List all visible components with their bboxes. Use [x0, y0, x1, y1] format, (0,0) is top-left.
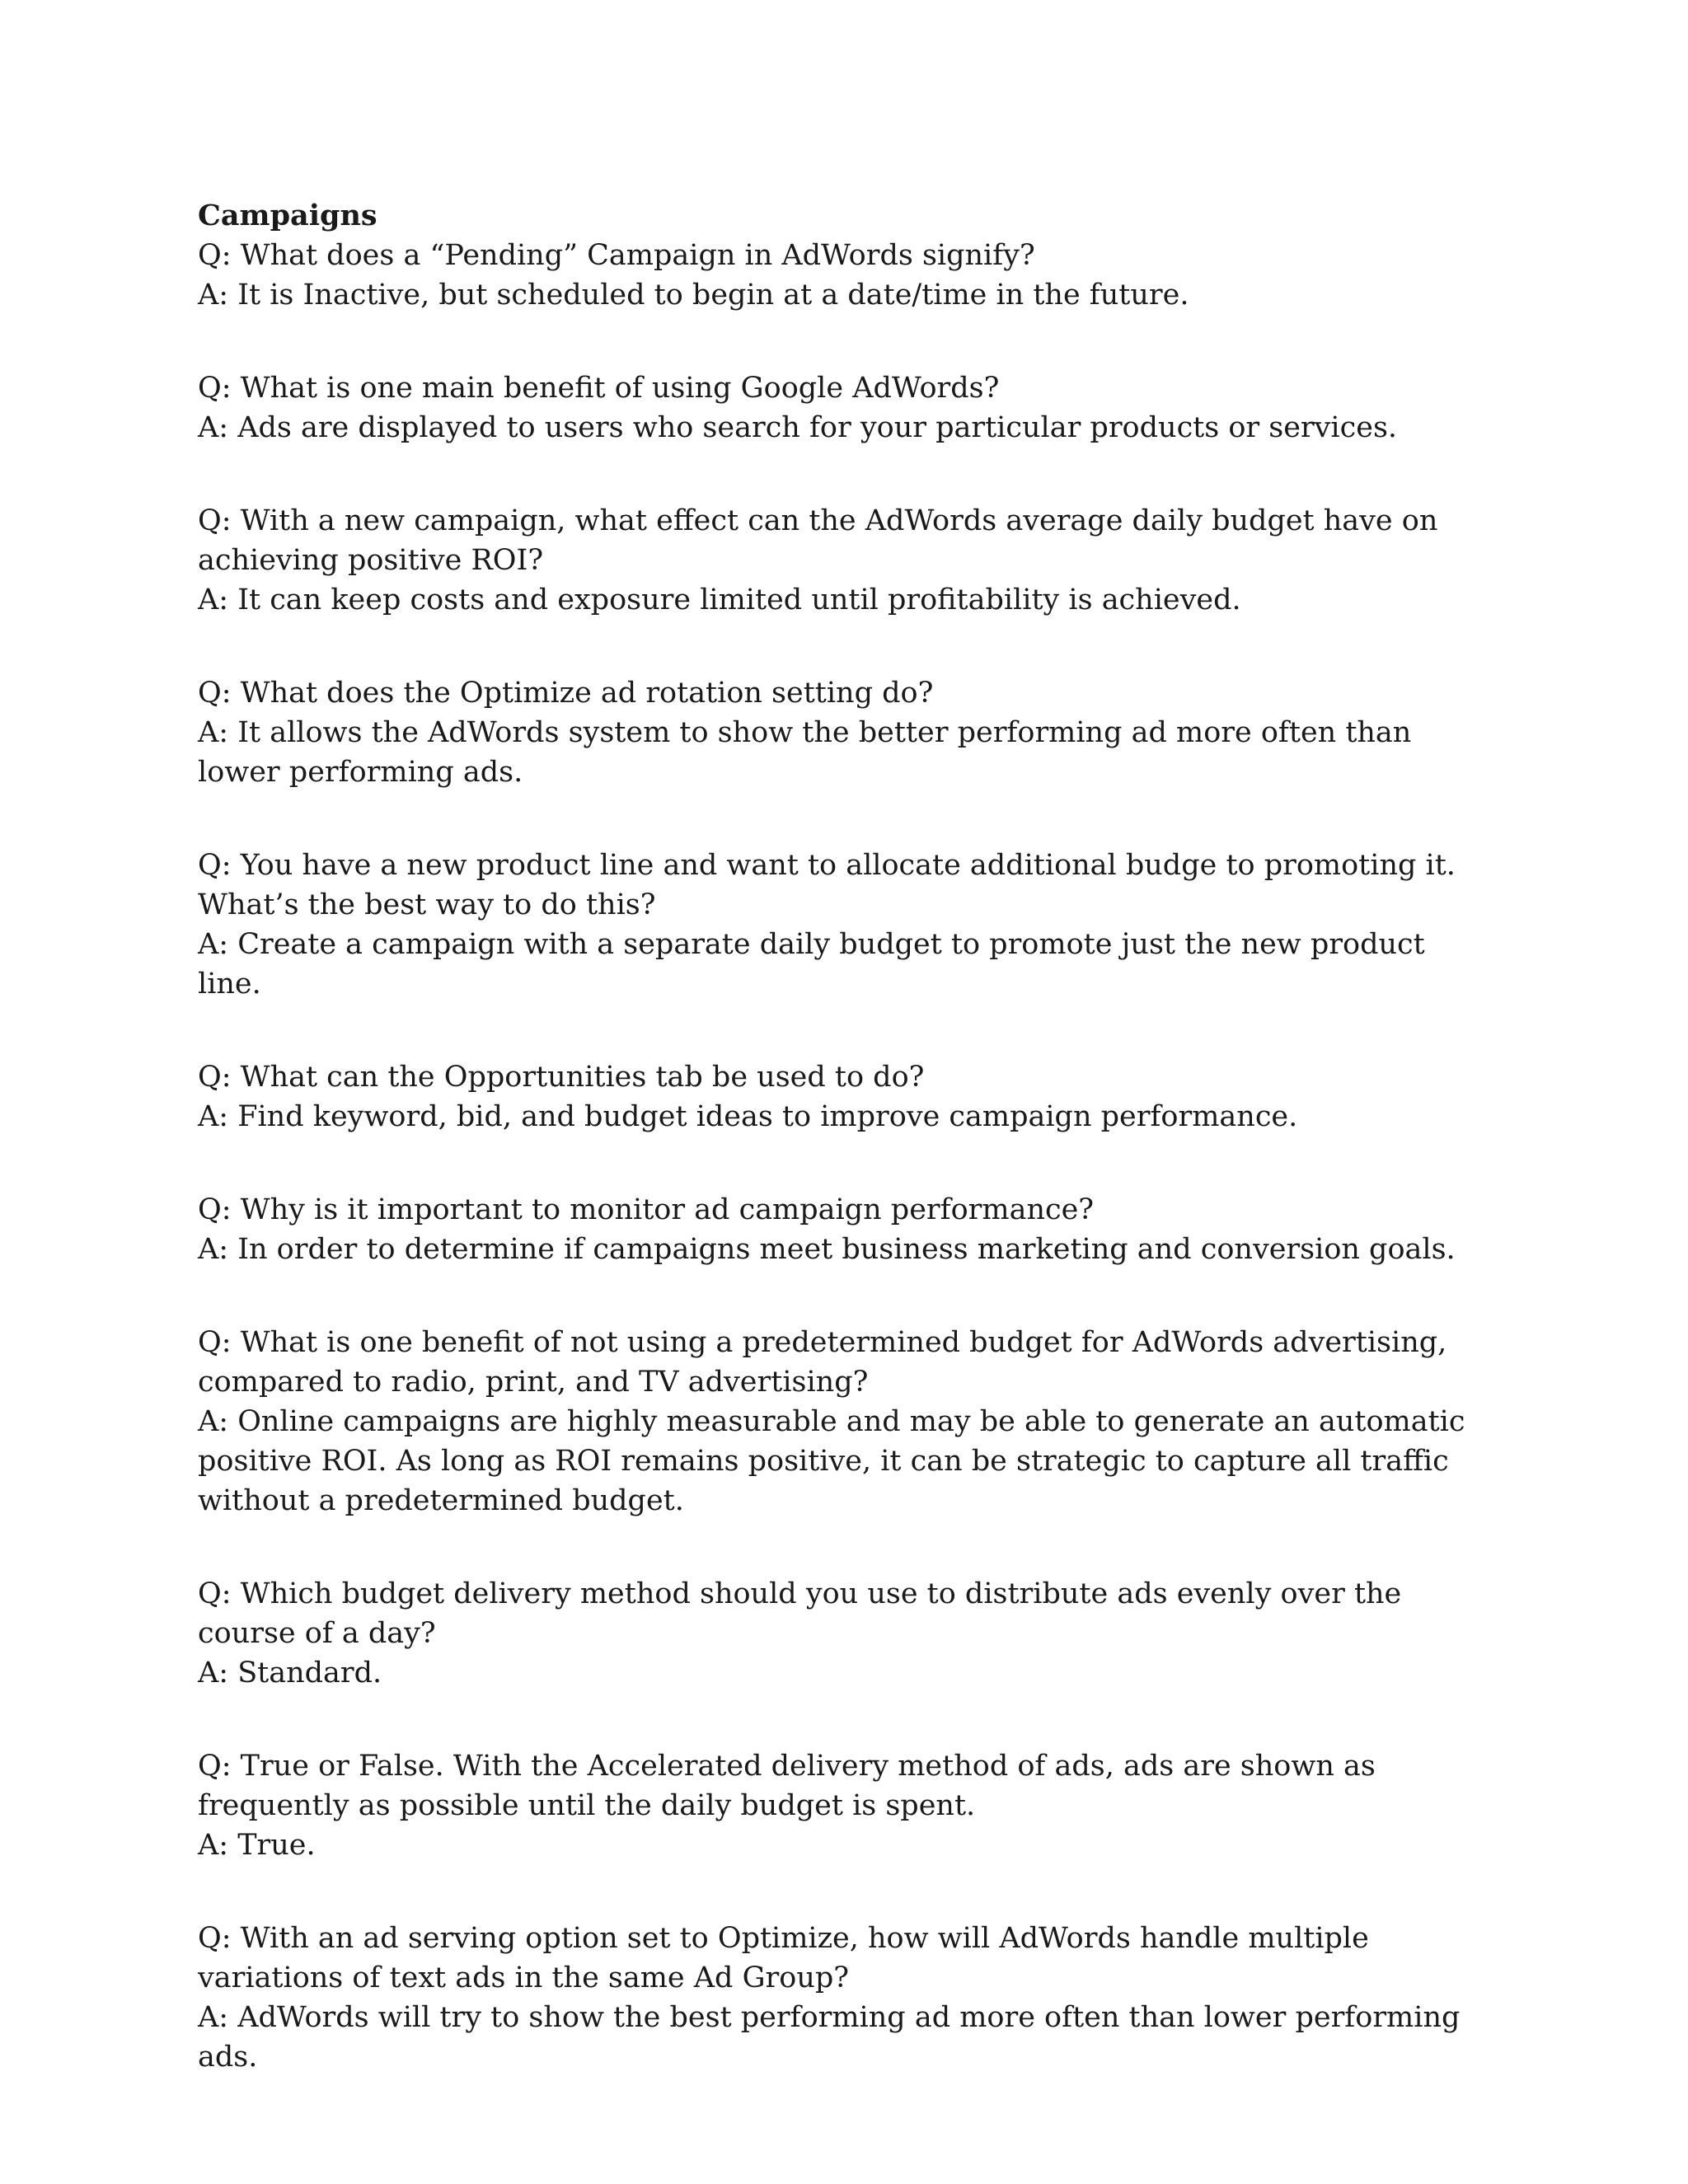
- document-body: [198, 196, 1484, 2130]
- answer-text: A: It allows the AdWords system to show the better performing ad more often than lower performing ads.: [198, 716, 1412, 789]
- question-text: Q: What does the Optimize ad rotation setting do?: [198, 677, 934, 710]
- qa-item: [198, 1746, 1484, 1865]
- question-text: Q: What is one benefit of not using a predetermined budget for AdWords advertising, compared to radio, print, and TV advertising?: [198, 1326, 1447, 1399]
- answer-text: A: Ads are displayed to users who search for your particular products or services.: [198, 411, 1398, 444]
- qa-item: [198, 368, 1484, 448]
- answer-text: A: In order to determine if campaigns meet business marketing and conversion goals.: [198, 1233, 1456, 1266]
- qa-item: [198, 501, 1484, 620]
- question-text: Q: What is one main benefit of using Google AdWords?: [198, 372, 1000, 405]
- question-text: Q: You have a new product line and want to allocate additional budge to promoting it. What’s the best way to do this?: [198, 849, 1456, 921]
- question-text: Q: With an ad serving option set to Optimize, how will AdWords handle multiple variations of text ads in the same Ad Group?: [198, 1922, 1369, 1994]
- answer-text: A: Find keyword, bid, and budget ideas to improve campaign performance.: [198, 1100, 1298, 1133]
- question-text: Q: True or False. With the Accelerated delivery method of ads, ads are shown as frequently as possible until the daily budget is spent.: [198, 1750, 1376, 1822]
- question-text: Q: Which budget delivery method should you use to distribute ads evenly over the course of a day?: [198, 1577, 1402, 1650]
- question-text: Q: What can the Opportunities tab be used to do?: [198, 1061, 925, 1094]
- question-text: Q: Why is it important to monitor ad campaign performance?: [198, 1193, 1095, 1226]
- qa-item: [198, 1057, 1484, 1137]
- question-text: Q: What does a “Pending” Campaign in AdWords signify?: [198, 239, 1035, 272]
- answer-text: A: AdWords will try to show the best performing ad more often than lower performing ads.: [198, 2001, 1461, 2074]
- qa-item: [198, 1190, 1484, 1269]
- qa-item: [198, 1323, 1484, 1521]
- question-text: Q: With a new campaign, what effect can the AdWords average daily budget have on achieving positive ROI?: [198, 504, 1438, 577]
- qa-item: [198, 1919, 1484, 2077]
- answer-text: A: Create a campaign with a separate daily budget to promote just the new product line.: [198, 928, 1425, 1001]
- qa-item: [198, 236, 1484, 315]
- qa-item: [198, 1574, 1484, 1693]
- answer-text: A: It can keep costs and exposure limited until profitability is achieved.: [198, 583, 1241, 616]
- section-heading: Campaigns: [198, 199, 377, 232]
- qa-item: [198, 673, 1484, 792]
- qa-item: [198, 846, 1484, 1004]
- answer-text: A: True.: [198, 1829, 316, 1862]
- answer-text: A: It is Inactive, but scheduled to begin at a date/time in the future.: [198, 279, 1189, 312]
- answer-text: A: Standard.: [198, 1657, 382, 1690]
- answer-text: A: Online campaigns are highly measurable and may be able to generate an automatic positive ROI. As long as ROI remains positive, it can be strategic to capture all traffic without a predetermined budget.: [198, 1405, 1465, 1517]
